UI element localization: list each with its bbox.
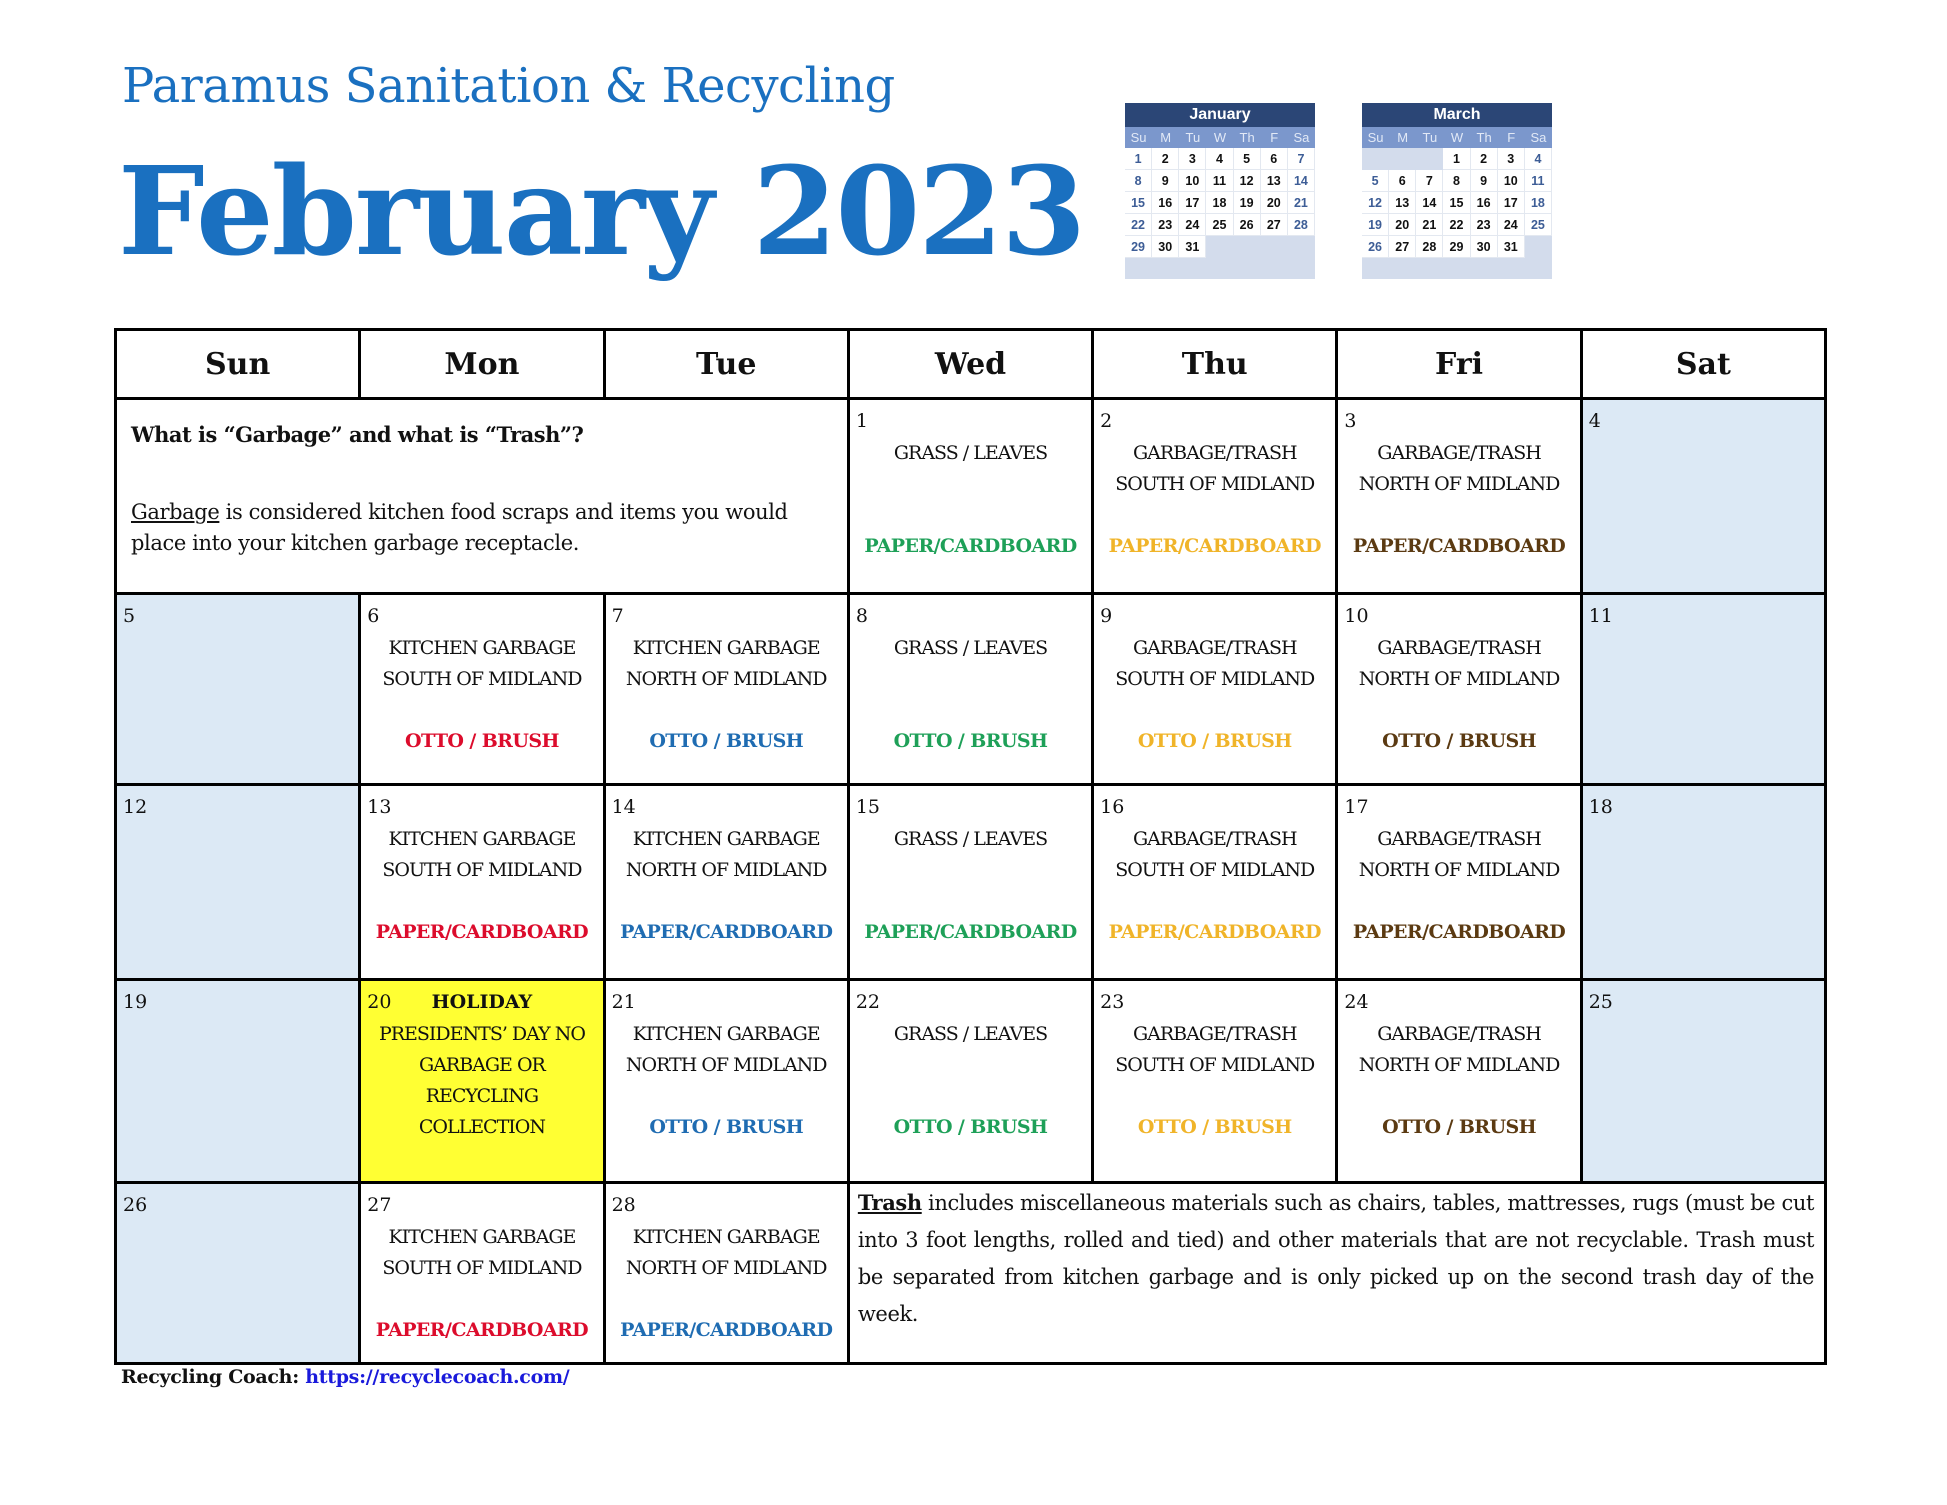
- mini-day: 28: [1416, 236, 1443, 258]
- recycling-tag: PAPER/CARDBOARD: [620, 921, 833, 943]
- pickup-line: GRASS / LEAVES: [893, 637, 1048, 659]
- day-cell-22: [848, 980, 1092, 1183]
- week-row: [116, 980, 1826, 1183]
- footer-label: Recycling Coach:: [121, 1366, 306, 1388]
- mini-day: 30: [1471, 236, 1498, 258]
- weekday-fri: Fri: [1337, 330, 1581, 399]
- day-number: 8: [855, 605, 868, 627]
- day-header: W: [1450, 130, 1464, 145]
- recycling-tag: OTTO / BRUSH: [1137, 730, 1292, 752]
- mini-day-blank: [1362, 148, 1389, 170]
- pickup-line: GRASS / LEAVES: [893, 1023, 1048, 1045]
- mini-day: 9: [1471, 170, 1498, 192]
- day-cell-17: [1337, 785, 1581, 980]
- mini-day: 24: [1498, 214, 1525, 236]
- day-header: Su: [1130, 130, 1147, 145]
- mini-day: 19: [1362, 214, 1389, 236]
- trash-definition-cell: [848, 1183, 1825, 1364]
- mini-calendar-january: [1125, 103, 1315, 279]
- day-cell-28: [604, 1183, 848, 1364]
- recycling-tag: PAPER/CARDBOARD: [375, 921, 589, 943]
- mini-day: 6: [1261, 148, 1288, 170]
- mini-day: 25: [1206, 214, 1233, 236]
- mini-day: 29: [1443, 236, 1470, 258]
- mini-day: 30: [1152, 236, 1179, 258]
- day-number: 20: [367, 991, 392, 1013]
- mini-calendar-title: January: [1125, 103, 1315, 127]
- mini-day-blank: [1389, 148, 1416, 170]
- garbage-text: is considered kitchen food scraps and items you would place into your kitchen garbage receptacle.: [131, 500, 788, 555]
- recycling-tag: PAPER/CARDBOARD: [1352, 921, 1566, 943]
- garbage-definition: [131, 497, 833, 559]
- garbage-term: Garbage: [131, 500, 220, 524]
- mini-day: 26: [1234, 214, 1261, 236]
- day-number: 9: [1100, 605, 1113, 627]
- mini-calendar-march: [1362, 103, 1552, 279]
- recycling-tag: PAPER/CARDBOARD: [1108, 921, 1321, 943]
- mini-day: 31: [1498, 236, 1525, 258]
- pickup-line: KITCHEN GARBAGE: [632, 1023, 820, 1045]
- page-title: February 2023: [118, 139, 1085, 283]
- day-cell-16: [1093, 785, 1337, 980]
- recycling-tag: PAPER/CARDBOARD: [1352, 535, 1566, 557]
- holiday-name: PRESIDENTS’ DAY: [378, 1023, 550, 1045]
- pickup-line: GRASS / LEAVES: [893, 442, 1048, 464]
- recycling-tag: OTTO / BRUSH: [649, 1116, 804, 1138]
- week-row: [116, 785, 1826, 980]
- mini-day: 11: [1525, 170, 1552, 192]
- mini-day: 28: [1288, 214, 1315, 236]
- recycling-tag: PAPER/CARDBOARD: [864, 921, 1077, 943]
- day-number: 16: [1100, 796, 1125, 818]
- mini-day: 10: [1179, 170, 1206, 192]
- recycling-tag: OTTO / BRUSH: [1382, 730, 1536, 752]
- day-cell-23: [1093, 980, 1337, 1183]
- day-cell-18: [1581, 785, 1825, 980]
- pickup-area: NORTH OF MIDLAND: [1358, 668, 1560, 690]
- day-header: W: [1213, 130, 1227, 145]
- day-header: Tu: [1185, 130, 1201, 145]
- pickup-line: KITCHEN GARBAGE: [632, 1226, 820, 1248]
- day-number: 25: [1588, 991, 1613, 1013]
- week-row: [116, 1183, 1826, 1364]
- mini-day: 7: [1416, 170, 1443, 192]
- day-number: 27: [367, 1194, 392, 1216]
- mini-day: 23: [1471, 214, 1498, 236]
- mini-day: 31: [1179, 236, 1206, 258]
- mini-day: 7: [1288, 148, 1315, 170]
- mini-day: 27: [1389, 236, 1416, 258]
- day-header: F: [1507, 130, 1516, 145]
- day-header: Th: [1239, 130, 1255, 145]
- pickup-area: NORTH OF MIDLAND: [625, 1257, 827, 1279]
- mini-day: 19: [1234, 192, 1261, 214]
- pickup-line: GARBAGE/TRASH: [1132, 1023, 1297, 1045]
- pickup-line: GARBAGE/TRASH: [1377, 442, 1541, 464]
- holiday-label: HOLIDAY: [431, 991, 533, 1013]
- pickup-line: GARBAGE/TRASH: [1377, 1023, 1541, 1045]
- mini-day: 15: [1125, 192, 1152, 214]
- pickup-area: NORTH OF MIDLAND: [1358, 473, 1560, 495]
- weekday-tue: Tue: [604, 330, 848, 399]
- day-cell-19: [116, 980, 360, 1183]
- pickup-area: NORTH OF MIDLAND: [625, 668, 827, 690]
- weekday-header-row: [116, 330, 1826, 399]
- mini-day: 12: [1234, 170, 1261, 192]
- mini-day: 2: [1152, 148, 1179, 170]
- weekday-sat: Sat: [1581, 330, 1825, 399]
- day-cell-6: [360, 594, 604, 785]
- mini-calendar-grid: [1125, 148, 1315, 258]
- day-number: 28: [611, 1194, 636, 1216]
- mini-day: 5: [1234, 148, 1261, 170]
- recycling-tag: PAPER/CARDBOARD: [375, 1319, 589, 1341]
- mini-day: 17: [1179, 192, 1206, 214]
- day-header: Su: [1367, 130, 1384, 145]
- day-cell-8: [848, 594, 1092, 785]
- holiday-note: COLLECTION: [418, 1116, 545, 1138]
- mini-day: 3: [1179, 148, 1206, 170]
- mini-day: 8: [1443, 170, 1470, 192]
- mini-day: 11: [1206, 170, 1233, 192]
- mini-day: 27: [1261, 214, 1288, 236]
- mini-day: 15: [1443, 192, 1470, 214]
- mini-day: 25: [1525, 214, 1552, 236]
- day-number: 17: [1344, 796, 1369, 818]
- mini-day: 29: [1125, 236, 1152, 258]
- day-cell-12: [116, 785, 360, 980]
- day-number: 6: [367, 605, 380, 627]
- day-cell-2: [1093, 399, 1337, 594]
- week-row: [116, 594, 1826, 785]
- day-cell-10: [1337, 594, 1581, 785]
- day-cell-27: [360, 1183, 604, 1364]
- day-header: Tu: [1422, 130, 1438, 145]
- day-cell-3: [1337, 399, 1581, 594]
- mini-day: 2: [1471, 148, 1498, 170]
- day-header: Th: [1476, 130, 1492, 145]
- mini-calendar-day-headers: [1125, 127, 1315, 148]
- day-number: 21: [611, 991, 636, 1013]
- mini-day: 21: [1416, 214, 1443, 236]
- pickup-area: NORTH OF MIDLAND: [1358, 1054, 1560, 1076]
- mini-day: 20: [1389, 214, 1416, 236]
- day-number: 3: [1344, 410, 1357, 432]
- mini-day: 18: [1206, 192, 1233, 214]
- holiday-note: NO GARBAGE OR: [418, 1023, 585, 1076]
- weekday-thu: Thu: [1093, 330, 1337, 399]
- pickup-line: GRASS / LEAVES: [893, 828, 1048, 850]
- mini-day-blank: [1234, 236, 1261, 258]
- pickup-area: SOUTH OF MIDLAND: [1115, 668, 1315, 690]
- recycle-coach-link[interactable]: https://recyclecoach.com/: [305, 1366, 570, 1388]
- mini-day: 14: [1416, 192, 1443, 214]
- trash-term: Trash: [857, 1190, 922, 1215]
- mini-day: 26: [1362, 236, 1389, 258]
- mini-day: 13: [1261, 170, 1288, 192]
- mini-day: 12: [1362, 192, 1389, 214]
- mini-calendar-grid: [1362, 148, 1552, 258]
- mini-day-blank: [1288, 236, 1315, 258]
- trash-definition: [850, 1184, 1824, 1333]
- pickup-line: GARBAGE/TRASH: [1132, 828, 1297, 850]
- day-cell-26: [116, 1183, 360, 1364]
- mini-day: 21: [1288, 192, 1315, 214]
- recycling-tag: OTTO / BRUSH: [1137, 1116, 1292, 1138]
- day-cell-4: [1581, 399, 1825, 594]
- recycling-tag: OTTO / BRUSH: [1382, 1116, 1536, 1138]
- mini-day: 17: [1498, 192, 1525, 214]
- day-cell-20-holiday: [360, 980, 604, 1183]
- mini-day: 22: [1443, 214, 1470, 236]
- mini-day: 5: [1362, 170, 1389, 192]
- pickup-line: GARBAGE/TRASH: [1132, 637, 1297, 659]
- day-number: 7: [611, 605, 624, 627]
- day-number: 4: [1588, 410, 1601, 432]
- recycling-tag: PAPER/CARDBOARD: [864, 535, 1077, 557]
- day-cell-21: [604, 980, 848, 1183]
- mini-day-blank: [1525, 236, 1552, 258]
- day-number: 23: [1100, 991, 1125, 1013]
- day-cell-25: [1581, 980, 1825, 1183]
- mini-day: 10: [1498, 170, 1525, 192]
- day-number: 11: [1588, 605, 1613, 627]
- day-cell-14: [604, 785, 848, 980]
- pickup-area: NORTH OF MIDLAND: [1358, 859, 1560, 881]
- mini-day: 8: [1125, 170, 1152, 192]
- day-number: 24: [1344, 991, 1369, 1013]
- mini-day: 20: [1261, 192, 1288, 214]
- weekday-sun: Sun: [116, 330, 360, 399]
- mini-day: 4: [1525, 148, 1552, 170]
- recycling-tag: PAPER/CARDBOARD: [620, 1319, 833, 1341]
- mini-day: 4: [1206, 148, 1233, 170]
- day-header: M: [1160, 130, 1172, 145]
- day-cell-15: [848, 785, 1092, 980]
- february-calendar: [114, 328, 1827, 1365]
- day-number: 5: [123, 605, 136, 627]
- garbage-definition-cell: [116, 399, 849, 594]
- trash-text: includes miscellaneous materials such as chairs, tables, mattresses, rugs (must be cut into 3 foot lengths, rolled and tied) and other materials that are not recyclable. Trash must be separated from kitchen garbage and is only picked up on the second trash day of the week.: [857, 1191, 1814, 1326]
- day-number: 14: [611, 796, 636, 818]
- day-header: M: [1397, 130, 1409, 145]
- mini-day-blank: [1261, 236, 1288, 258]
- day-cell-13: [360, 785, 604, 980]
- pickup-area: SOUTH OF MIDLAND: [382, 859, 582, 881]
- pickup-area: SOUTH OF MIDLAND: [382, 668, 582, 690]
- recycling-tag: OTTO / BRUSH: [405, 730, 559, 752]
- day-cell-24: [1337, 980, 1581, 1183]
- day-number: 18: [1588, 796, 1613, 818]
- day-number: 26: [123, 1194, 148, 1216]
- pickup-area: NORTH OF MIDLAND: [625, 859, 827, 881]
- day-cell-1: [848, 399, 1092, 594]
- mini-day: 9: [1152, 170, 1179, 192]
- day-number: 1: [855, 410, 868, 432]
- mini-day: 16: [1152, 192, 1179, 214]
- pickup-line: GARBAGE/TRASH: [1377, 637, 1541, 659]
- pickup-area: SOUTH OF MIDLAND: [1115, 1054, 1315, 1076]
- mini-day: 14: [1288, 170, 1315, 192]
- pickup-area: NORTH OF MIDLAND: [625, 1054, 827, 1076]
- day-cell-9: [1093, 594, 1337, 785]
- day-header: Sa: [1293, 130, 1310, 145]
- mini-day: 22: [1125, 214, 1152, 236]
- mini-calendar-day-headers: [1362, 127, 1552, 148]
- day-number: 10: [1344, 605, 1369, 627]
- recycling-tag: OTTO / BRUSH: [893, 730, 1048, 752]
- pickup-line: KITCHEN GARBAGE: [632, 828, 820, 850]
- mini-calendar-title: March: [1362, 103, 1552, 127]
- header-subtitle: Paramus Sanitation & Recycling: [122, 58, 895, 114]
- day-number: 13: [367, 796, 392, 818]
- mini-day: 23: [1152, 214, 1179, 236]
- day-number: 22: [855, 991, 881, 1013]
- pickup-area: SOUTH OF MIDLAND: [1115, 473, 1315, 495]
- day-number: 12: [123, 796, 148, 818]
- day-number: 19: [123, 991, 148, 1013]
- pickup-line: KITCHEN GARBAGE: [388, 828, 576, 850]
- pickup-line: KITCHEN GARBAGE: [388, 637, 576, 659]
- week-row: [116, 399, 1826, 594]
- weekday-wed: Wed: [848, 330, 1092, 399]
- pickup-area: SOUTH OF MIDLAND: [382, 1257, 582, 1279]
- mini-day: 6: [1389, 170, 1416, 192]
- mini-day-blank: [1206, 236, 1233, 258]
- mini-day: 24: [1179, 214, 1206, 236]
- pickup-line: KITCHEN GARBAGE: [388, 1226, 576, 1248]
- mini-day: 1: [1125, 148, 1152, 170]
- day-cell-11: [1581, 594, 1825, 785]
- day-cell-7: [604, 594, 848, 785]
- day-header: Sa: [1530, 130, 1547, 145]
- recycling-tag: OTTO / BRUSH: [893, 1116, 1048, 1138]
- mini-day-blank: [1416, 148, 1443, 170]
- day-header: F: [1270, 130, 1279, 145]
- definition-question: What is “Garbage” and what is “Trash”?: [131, 422, 584, 447]
- mini-day: 3: [1498, 148, 1525, 170]
- weekday-mon: Mon: [360, 330, 604, 399]
- recycling-tag: OTTO / BRUSH: [649, 730, 804, 752]
- mini-day: 18: [1525, 192, 1552, 214]
- mini-day: 1: [1443, 148, 1470, 170]
- recycling-tag: PAPER/CARDBOARD: [1108, 535, 1321, 557]
- day-number: 2: [1100, 410, 1113, 432]
- pickup-area: SOUTH OF MIDLAND: [1115, 859, 1315, 881]
- day-number: 15: [855, 796, 881, 818]
- footer: [121, 1366, 569, 1388]
- pickup-line: GARBAGE/TRASH: [1132, 442, 1297, 464]
- holiday-note: RECYCLING: [425, 1085, 539, 1107]
- mini-day: 13: [1389, 192, 1416, 214]
- day-cell-5: [116, 594, 360, 785]
- mini-day: 16: [1471, 192, 1498, 214]
- pickup-line: KITCHEN GARBAGE: [632, 637, 820, 659]
- pickup-line: GARBAGE/TRASH: [1377, 828, 1541, 850]
